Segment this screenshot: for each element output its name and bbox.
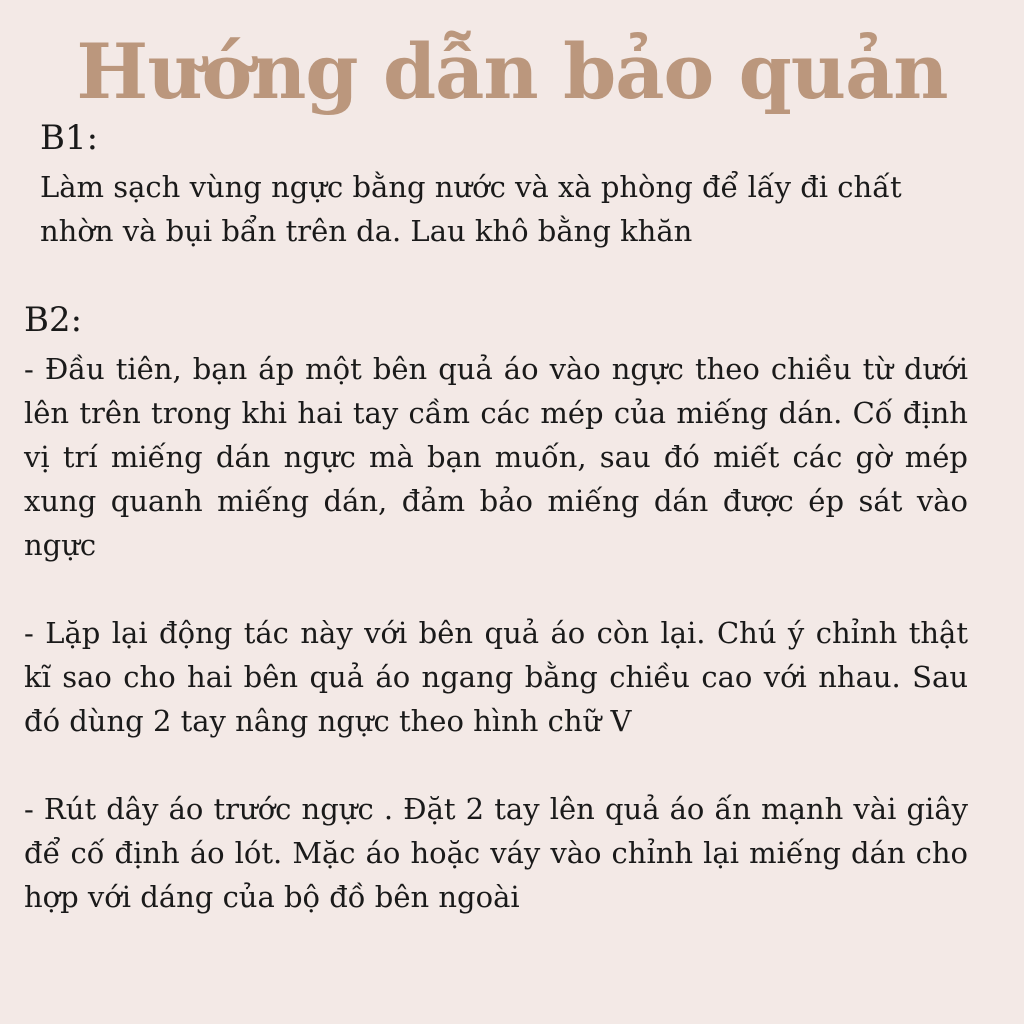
page-title: Hướng dẫn bảo quản bbox=[76, 27, 948, 116]
step-1-text: Làm sạch vùng ngực bằng nước và xà phòng để lấy đi chất nhờn và bụi bẩn trên da. Lau khô bằng khăn bbox=[40, 170, 902, 248]
step-2-paragraph-1: - Đầu tiên, bạn áp một bên quả áo vào ngực theo chiều từ dưới lên trên trong khi hai tay cầm các mép của miếng dán. Cố định vị trí miếng dán ngực mà bạn muốn, sau đó miết các gờ mép xung quanh miếng dán, đảm bảo miếng dán được ép sát vào ngực bbox=[24, 352, 968, 562]
step-2-heading: B2: bbox=[24, 300, 83, 340]
step-2-paragraph-2: - Lặp lại động tác này với bên quả áo còn lại. Chú ý chỉnh thật kĩ sao cho hai bên quả áo ngang bằng chiều cao với nhau. Sau đó dùng 2 tay nâng ngực theo hình chữ V bbox=[24, 616, 968, 738]
step-1-heading: B1: bbox=[40, 118, 99, 158]
step-2-paragraph-3: - Rút dây áo trước ngực . Đặt 2 tay lên quả áo ấn mạnh vài giây để cố định áo lót. Mặc áo hoặc váy vào chỉnh lại miếng dán cho hợp với dáng của bộ đồ bên ngoài bbox=[24, 792, 968, 914]
